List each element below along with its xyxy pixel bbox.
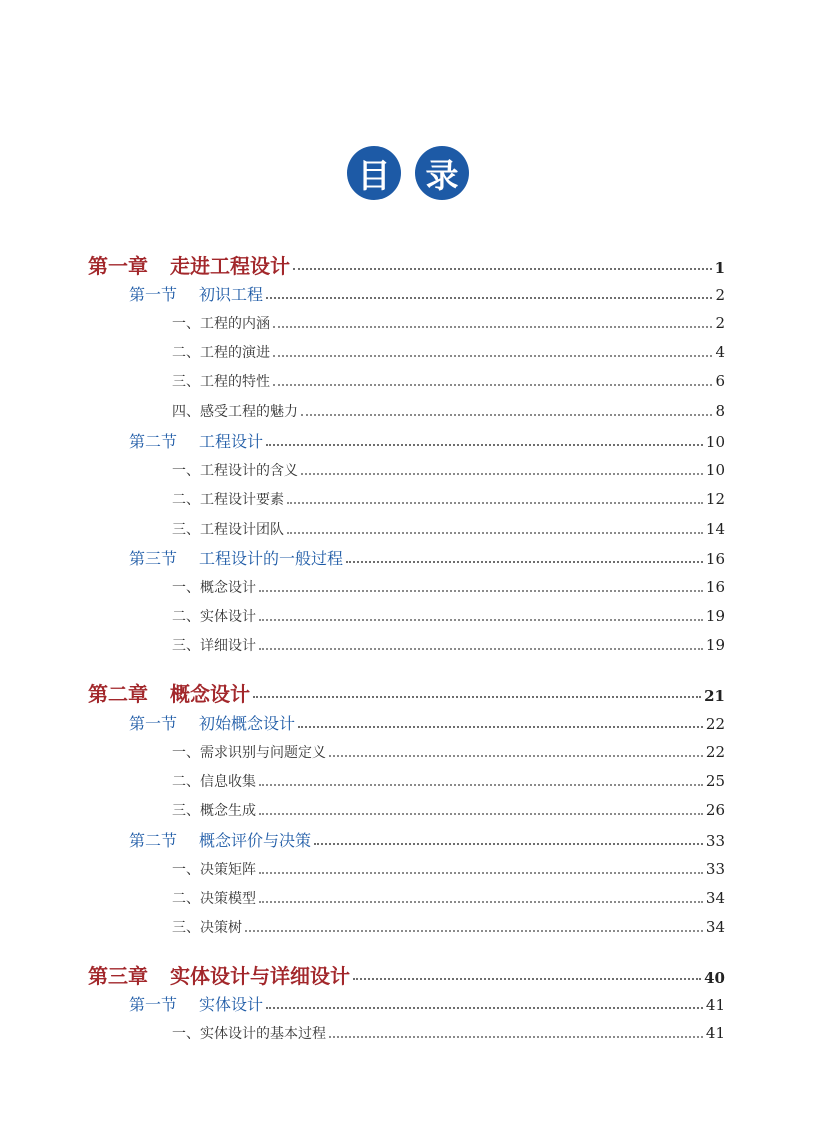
toc-page-number: 41 bbox=[705, 1024, 725, 1042]
dot-leader bbox=[259, 619, 703, 621]
toc-section-number: 第一节 bbox=[129, 285, 178, 304]
toc-item-label bbox=[172, 639, 256, 653]
toc-item[interactable] bbox=[172, 345, 725, 360]
toc-item[interactable] bbox=[172, 609, 725, 624]
dot-leader bbox=[293, 268, 712, 270]
toc-page-number: 33 bbox=[705, 832, 725, 850]
toc-chapter-number: 第二章 bbox=[88, 682, 148, 706]
toc-chapter-label bbox=[88, 966, 350, 986]
toc-item-label bbox=[172, 581, 256, 595]
dot-leader bbox=[298, 726, 703, 728]
toc-page-number: 2 bbox=[715, 286, 725, 304]
toc-section[interactable] bbox=[129, 551, 725, 567]
dot-leader bbox=[329, 1036, 703, 1038]
toc-item-title: 一、决策矩阵 bbox=[172, 862, 256, 878]
toc-item-label bbox=[172, 863, 256, 877]
toc-item-label bbox=[172, 892, 256, 906]
toc-item-title: 一、工程设计的含义 bbox=[172, 463, 298, 479]
toc-page-number: 33 bbox=[705, 860, 725, 878]
toc-item-label bbox=[172, 523, 284, 537]
toc-item-label bbox=[172, 464, 298, 478]
toc-item-title: 三、概念生成 bbox=[172, 803, 256, 819]
dot-leader bbox=[346, 561, 703, 563]
toc-item-label bbox=[172, 493, 284, 507]
toc-chapter-label bbox=[88, 256, 290, 276]
toc-item-label bbox=[172, 405, 298, 419]
toc-item[interactable] bbox=[172, 1026, 725, 1041]
toc-item-label bbox=[172, 746, 326, 760]
dot-leader bbox=[287, 532, 703, 534]
toc-section-number: 第一节 bbox=[129, 714, 178, 733]
toc-section[interactable] bbox=[129, 716, 725, 732]
dot-leader bbox=[287, 502, 703, 504]
toc-item-title: 四、感受工程的魅力 bbox=[172, 404, 298, 420]
dot-leader bbox=[329, 755, 703, 757]
toc-item-title: 二、信息收集 bbox=[172, 774, 256, 790]
toc-item[interactable] bbox=[172, 862, 725, 877]
toc-item[interactable] bbox=[172, 745, 725, 760]
toc-item[interactable] bbox=[172, 891, 725, 906]
dot-leader bbox=[273, 384, 712, 386]
toc-section-label bbox=[129, 434, 263, 450]
toc-section[interactable] bbox=[129, 287, 725, 303]
toc-page-number: 1 bbox=[714, 259, 725, 277]
toc-page-number: 6 bbox=[715, 372, 725, 390]
toc-item-title: 三、详细设计 bbox=[172, 638, 256, 654]
toc-item[interactable] bbox=[172, 920, 725, 935]
toc-section-title: 工程设计的一般过程 bbox=[199, 549, 344, 568]
toc-section-label bbox=[129, 287, 263, 303]
toc-item-title: 三、工程设计团队 bbox=[172, 522, 284, 538]
toc-chapter-number: 第一章 bbox=[88, 254, 148, 278]
toc-section[interactable] bbox=[129, 833, 725, 849]
toc-page-number: 10 bbox=[705, 433, 725, 451]
toc-item-title: 一、工程的内涵 bbox=[172, 316, 270, 332]
toc-item-label bbox=[172, 375, 270, 389]
toc-section-number: 第二节 bbox=[129, 831, 178, 850]
toc-page-number: 4 bbox=[715, 343, 725, 361]
toc-item-title: 三、工程的特性 bbox=[172, 374, 270, 390]
toc-item-title: 一、需求识别与问题定义 bbox=[172, 745, 326, 761]
dot-leader bbox=[273, 326, 712, 328]
toc-item[interactable] bbox=[172, 316, 725, 331]
dot-leader bbox=[301, 473, 703, 475]
toc-item-label bbox=[172, 610, 256, 624]
dot-leader bbox=[266, 444, 703, 446]
toc-heading-char-2: 录 bbox=[415, 146, 469, 200]
toc-item-title: 二、工程设计要素 bbox=[172, 492, 284, 508]
toc-page-number: 2 bbox=[715, 314, 725, 332]
toc-page-number: 10 bbox=[705, 461, 725, 479]
toc-section-title: 实体设计 bbox=[199, 995, 264, 1014]
dot-leader bbox=[259, 872, 703, 874]
toc-section-label bbox=[129, 997, 263, 1013]
toc-section-label bbox=[129, 716, 295, 732]
dot-leader bbox=[259, 813, 703, 815]
toc-page-number: 40 bbox=[704, 969, 725, 987]
toc-page-number: 14 bbox=[705, 520, 725, 538]
toc-page-number: 34 bbox=[705, 889, 725, 907]
dot-leader bbox=[259, 648, 703, 650]
toc-item[interactable] bbox=[172, 803, 725, 818]
toc-page-number: 25 bbox=[705, 772, 725, 790]
toc-page-number: 19 bbox=[705, 607, 725, 625]
toc-page-number: 41 bbox=[705, 996, 725, 1014]
toc-item-label bbox=[172, 1027, 326, 1041]
dot-leader bbox=[273, 355, 712, 357]
dot-leader bbox=[253, 696, 701, 698]
toc-page-number: 22 bbox=[705, 743, 725, 761]
toc-item[interactable] bbox=[172, 463, 725, 478]
toc-section-title: 工程设计 bbox=[199, 432, 264, 451]
toc-page-number: 16 bbox=[705, 550, 725, 568]
toc-section-number: 第二节 bbox=[129, 432, 178, 451]
toc-heading bbox=[0, 146, 816, 200]
toc-section[interactable] bbox=[129, 997, 725, 1013]
toc-item-title: 一、概念设计 bbox=[172, 580, 256, 596]
dot-leader bbox=[259, 590, 703, 592]
toc-section-number: 第一节 bbox=[129, 995, 178, 1014]
toc-item-title: 三、决策树 bbox=[172, 920, 242, 936]
toc-section-label bbox=[129, 551, 343, 567]
toc-heading-char-1: 目 bbox=[347, 146, 401, 200]
dot-leader bbox=[245, 930, 703, 932]
toc-page-number: 22 bbox=[705, 715, 725, 733]
toc-item[interactable] bbox=[172, 374, 725, 389]
toc-page-number: 12 bbox=[705, 490, 725, 508]
toc-chapter[interactable] bbox=[88, 684, 725, 704]
dot-leader bbox=[353, 978, 701, 980]
dot-leader bbox=[266, 297, 712, 299]
toc-item[interactable] bbox=[172, 404, 725, 419]
toc-item-label bbox=[172, 921, 242, 935]
dot-leader bbox=[259, 901, 703, 903]
toc-section-title: 初识工程 bbox=[199, 285, 264, 304]
toc-chapter-title: 走进工程设计 bbox=[170, 254, 290, 278]
toc-chapter[interactable] bbox=[88, 256, 725, 276]
toc-item-label bbox=[172, 775, 256, 789]
toc-chapter-title: 概念设计 bbox=[170, 682, 250, 706]
toc-page-number: 26 bbox=[705, 801, 725, 819]
toc-section-title: 概念评价与决策 bbox=[199, 831, 312, 850]
toc-chapter-label bbox=[88, 684, 250, 704]
toc-item-label bbox=[172, 346, 270, 360]
toc-item-label bbox=[172, 317, 270, 331]
toc-page-number: 34 bbox=[705, 918, 725, 936]
toc-item[interactable] bbox=[172, 580, 725, 595]
toc-item-title: 二、决策模型 bbox=[172, 891, 256, 907]
toc-item[interactable] bbox=[172, 492, 725, 507]
toc-page-number: 16 bbox=[705, 578, 725, 596]
toc-item-label bbox=[172, 804, 256, 818]
toc-item-title: 二、工程的演进 bbox=[172, 345, 270, 361]
toc-page-number: 21 bbox=[704, 687, 725, 705]
toc-item[interactable] bbox=[172, 522, 725, 537]
toc-chapter-title: 实体设计与详细设计 bbox=[170, 964, 350, 988]
toc-chapter-number: 第三章 bbox=[88, 964, 148, 988]
toc-item[interactable] bbox=[172, 638, 725, 653]
dot-leader bbox=[259, 784, 703, 786]
toc-chapter[interactable] bbox=[88, 966, 725, 986]
toc-section[interactable] bbox=[129, 434, 725, 450]
toc-section-number: 第三节 bbox=[129, 549, 178, 568]
toc-page-number: 19 bbox=[705, 636, 725, 654]
toc-section-title: 初始概念设计 bbox=[199, 714, 296, 733]
dot-leader bbox=[266, 1007, 703, 1009]
dot-leader bbox=[314, 843, 703, 845]
toc-page-number: 8 bbox=[715, 402, 725, 420]
toc-section-label bbox=[129, 833, 311, 849]
dot-leader bbox=[301, 414, 712, 416]
toc-item-title: 一、实体设计的基本过程 bbox=[172, 1026, 326, 1042]
toc-item[interactable] bbox=[172, 774, 725, 789]
toc-item-title: 二、实体设计 bbox=[172, 609, 256, 625]
